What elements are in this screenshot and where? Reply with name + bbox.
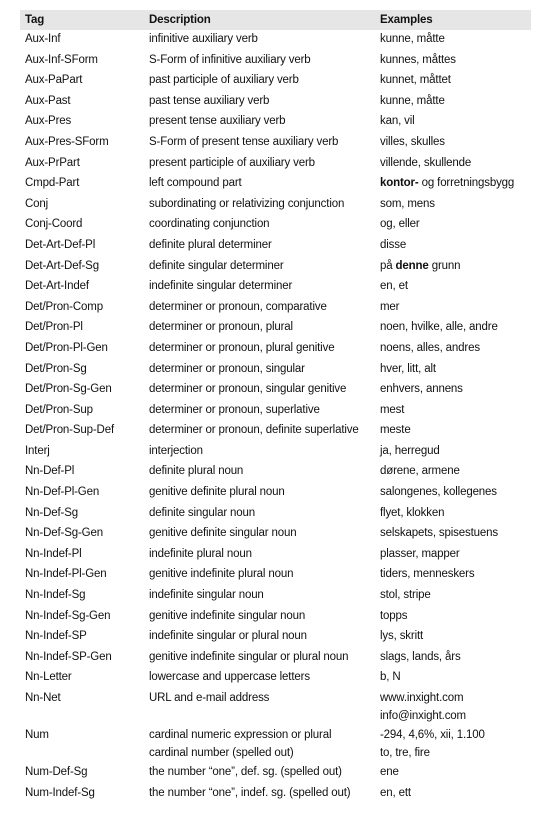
examples-cell xyxy=(375,689,531,726)
table-row xyxy=(20,401,531,422)
tag-cell: Nn-Def-Pl xyxy=(25,465,75,478)
tag-cell: Aux-Inf xyxy=(25,33,61,45)
description-line: indefinite singular determiner xyxy=(149,280,293,293)
tag-cell: Det/Pron-Pl-Gen xyxy=(25,341,108,354)
tag-cell: Num-Indef-Sg xyxy=(25,786,95,799)
table-row xyxy=(20,92,531,113)
description-cell xyxy=(144,298,375,319)
examples-cell xyxy=(375,195,531,216)
examples-cell xyxy=(375,380,531,401)
description-line: the number “one”, indef. sg. (spelled out) xyxy=(149,786,351,799)
description-cell xyxy=(144,277,375,298)
tag-cell: Nn-Letter xyxy=(25,671,72,684)
description-cell xyxy=(144,174,375,195)
tag-cell: Nn-Indef-Pl-Gen xyxy=(25,568,107,581)
description-cell xyxy=(144,565,375,586)
table-row xyxy=(20,524,531,545)
example-line: to, tre, fire xyxy=(380,747,430,759)
example-line: noen, hvilke, alle, andre xyxy=(380,321,498,334)
table-row xyxy=(20,360,531,381)
description-cell xyxy=(144,421,375,442)
description-cell xyxy=(144,360,375,381)
examples-cell xyxy=(375,504,531,525)
description-line: definite plural determiner xyxy=(149,238,272,251)
example-line: kunnes, måttes xyxy=(380,53,456,66)
table-row xyxy=(20,380,531,401)
header-description: Description xyxy=(149,14,211,26)
table-row xyxy=(20,112,531,133)
description-cell xyxy=(144,133,375,154)
description-line: interjection xyxy=(149,444,203,457)
description-line: determiner or pronoun, singular xyxy=(149,362,305,375)
tag-cell: Det/Pron-Sg-Gen xyxy=(25,383,112,396)
example-line: topps xyxy=(380,609,408,622)
example-line: tiders, menneskers xyxy=(380,568,475,581)
header-row xyxy=(20,10,531,30)
description-line: S-Form of present tense auxiliary verb xyxy=(149,135,339,148)
example-line: www.inxight.com xyxy=(380,692,464,704)
table-row xyxy=(20,504,531,525)
description-cell xyxy=(144,726,375,763)
description-cell xyxy=(144,401,375,422)
tag-cell: Nn-Def-Sg-Gen xyxy=(25,527,103,540)
table-row xyxy=(20,298,531,319)
tag-cell: Nn-Net xyxy=(25,692,61,704)
example-emphasis: kontor- xyxy=(380,177,419,190)
description-cell xyxy=(144,92,375,113)
examples-cell xyxy=(375,784,531,805)
tag-cell: Det-Art-Indef xyxy=(25,280,89,293)
description-line: lowercase and uppercase letters xyxy=(149,671,310,684)
examples-cell xyxy=(375,401,531,422)
examples-cell xyxy=(375,92,531,113)
table-row xyxy=(20,421,531,442)
description-line: definite singular noun xyxy=(149,506,256,519)
example-line: info@inxight.com xyxy=(380,710,466,722)
examples-cell xyxy=(375,174,531,195)
description-line: past tense auxiliary verb xyxy=(149,94,270,107)
table-row xyxy=(20,30,531,51)
description-line: determiner or pronoun, plural genitive xyxy=(149,341,335,354)
tag-cell: Interj xyxy=(25,444,50,457)
description-cell xyxy=(144,318,375,339)
example-line: flyet, klokken xyxy=(380,506,445,519)
tag-cell: Nn-Def-Sg xyxy=(25,506,78,519)
table-row xyxy=(20,51,531,72)
description-cell xyxy=(144,524,375,545)
table-row xyxy=(20,339,531,360)
example-line: meste xyxy=(380,424,411,437)
header-tag: Tag xyxy=(25,14,45,26)
table-row xyxy=(20,586,531,607)
table-row xyxy=(20,71,531,92)
example-text: og forretningsbygg xyxy=(418,177,515,190)
example-line: en, ett xyxy=(380,786,411,799)
tag-cell: Nn-Indef-SP xyxy=(25,630,87,643)
description-line: genitive indefinite singular noun xyxy=(149,609,306,622)
example-line: disse xyxy=(380,238,407,251)
examples-cell xyxy=(375,318,531,339)
examples-cell xyxy=(375,726,531,763)
tag-cell: Aux-Pres xyxy=(25,115,72,128)
description-cell xyxy=(144,257,375,278)
examples-cell xyxy=(375,257,531,278)
example-line: ene xyxy=(380,766,399,778)
examples-cell xyxy=(375,421,531,442)
description-line: genitive indefinite plural noun xyxy=(149,568,294,581)
tag-cell: Det/Pron-Sup-Def xyxy=(25,424,114,437)
tag-table xyxy=(20,10,531,804)
table-row xyxy=(20,277,531,298)
tag-cell: Conj xyxy=(25,197,49,210)
table-row xyxy=(20,483,531,504)
description-line: cardinal number (spelled out) xyxy=(149,747,294,759)
description-line: definite singular determiner xyxy=(149,259,284,272)
examples-cell xyxy=(375,763,531,784)
examples-cell xyxy=(375,545,531,566)
table-row xyxy=(20,442,531,463)
description-cell xyxy=(144,195,375,216)
example-line: enhvers, annens xyxy=(380,383,463,396)
example-line: mest xyxy=(380,403,405,416)
description-line: genitive definite plural noun xyxy=(149,486,285,499)
table-row xyxy=(20,462,531,483)
description-cell xyxy=(144,689,375,726)
tag-cell: Det/Pron-Sup xyxy=(25,403,93,416)
description-line: determiner or pronoun, superlative xyxy=(149,403,320,416)
examples-cell xyxy=(375,586,531,607)
table-row xyxy=(20,154,531,175)
description-line: indefinite singular or plural noun xyxy=(149,630,307,643)
tag-cell: Cmpd-Part xyxy=(25,177,80,190)
examples-cell xyxy=(375,133,531,154)
description-cell xyxy=(144,545,375,566)
example-line: ja, herregud xyxy=(380,444,440,457)
tag-cell: Aux-PaPart xyxy=(25,74,83,87)
examples-cell xyxy=(375,360,531,381)
description-line: infinitive auxiliary verb xyxy=(149,33,258,45)
tag-cell: Nn-Indef-Sg-Gen xyxy=(25,609,111,622)
description-line: cardinal numeric expression or plural xyxy=(149,729,332,741)
tag-cell: Aux-Pres-SForm xyxy=(25,135,109,148)
table-row xyxy=(20,236,531,257)
description-line: definite plural noun xyxy=(149,465,244,478)
description-line: URL and e-mail address xyxy=(149,692,270,704)
examples-cell xyxy=(375,154,531,175)
tag-cell: Num-Def-Sg xyxy=(25,766,88,778)
tag-cell: Nn-Indef-Pl xyxy=(25,547,82,560)
description-cell xyxy=(144,763,375,784)
example-line: kunne, måtte xyxy=(380,33,445,45)
example-line: mer xyxy=(380,300,400,313)
tag-cell: Nn-Indef-SP-Gen xyxy=(25,650,112,663)
table-row xyxy=(20,565,531,586)
description-cell xyxy=(144,154,375,175)
examples-cell xyxy=(375,607,531,628)
example-line: og, eller xyxy=(380,218,420,231)
description-line: the number “one”, def. sg. (spelled out) xyxy=(149,766,342,778)
description-line: determiner or pronoun, plural xyxy=(149,321,293,334)
description-line: indefinite singular noun xyxy=(149,589,264,602)
header-examples: Examples xyxy=(380,14,433,26)
example-line: kan, vil xyxy=(380,115,415,128)
examples-cell xyxy=(375,51,531,72)
description-cell xyxy=(144,380,375,401)
description-cell xyxy=(144,442,375,463)
examples-cell xyxy=(375,298,531,319)
examples-cell xyxy=(375,627,531,648)
examples-cell xyxy=(375,71,531,92)
description-line: present participle of auxiliary verb xyxy=(149,156,315,169)
description-cell xyxy=(144,586,375,607)
example-line: kunnet, måttet xyxy=(380,74,451,87)
table-row xyxy=(20,195,531,216)
examples-cell xyxy=(375,442,531,463)
examples-cell xyxy=(375,524,531,545)
tag-cell: Aux-Inf-SForm xyxy=(25,53,98,66)
description-line: coordinating conjunction xyxy=(149,218,270,231)
description-line: left compound part xyxy=(149,177,242,190)
description-line: genitive definite singular noun xyxy=(149,527,297,540)
examples-cell xyxy=(375,483,531,504)
table-row xyxy=(20,763,531,784)
table-row xyxy=(20,545,531,566)
description-line: present tense auxiliary verb xyxy=(149,115,286,128)
example-text: grunn xyxy=(428,259,461,272)
table-row xyxy=(20,215,531,236)
table-row xyxy=(20,784,531,805)
description-line: determiner or pronoun, singular genitive xyxy=(149,383,347,396)
example-line: plasser, mapper xyxy=(380,547,460,560)
example-line: en, et xyxy=(380,280,408,293)
description-cell xyxy=(144,339,375,360)
examples-cell xyxy=(375,668,531,689)
examples-cell xyxy=(375,339,531,360)
description-cell xyxy=(144,504,375,525)
tag-cell: Det/Pron-Sg xyxy=(25,362,87,375)
description-line: S-Form of infinitive auxiliary verb xyxy=(149,53,311,66)
description-cell xyxy=(144,215,375,236)
tag-cell: Nn-Indef-Sg xyxy=(25,589,86,602)
description-cell xyxy=(144,71,375,92)
tag-cell: Aux-Past xyxy=(25,94,71,107)
examples-cell xyxy=(375,215,531,236)
table-row xyxy=(20,257,531,278)
table-row xyxy=(20,668,531,689)
tag-cell: Nn-Def-Pl-Gen xyxy=(25,486,100,499)
example-line: dørene, armene xyxy=(380,465,460,478)
table-row xyxy=(20,318,531,339)
example-line: salongenes, kollegenes xyxy=(380,486,497,499)
description-cell xyxy=(144,648,375,669)
tag-cell: Det/Pron-Comp xyxy=(25,300,103,313)
examples-cell xyxy=(375,648,531,669)
example-line: villes, skulles xyxy=(380,135,445,148)
example-line: b, N xyxy=(380,671,401,684)
description-cell xyxy=(144,51,375,72)
description-line: genitive indefinite singular or plural noun xyxy=(149,650,349,663)
examples-cell xyxy=(375,462,531,483)
table-row xyxy=(20,174,531,195)
table-row xyxy=(20,726,531,763)
tag-cell: Det-Art-Def-Pl xyxy=(25,238,96,251)
description-line: indefinite plural noun xyxy=(149,547,252,560)
table-row xyxy=(20,133,531,154)
examples-cell xyxy=(375,565,531,586)
tag-cell: Num xyxy=(25,729,49,741)
example-line: som, mens xyxy=(380,197,435,210)
description-line: subordinating or relativizing conjunction xyxy=(149,197,345,210)
examples-cell xyxy=(375,236,531,257)
tag-cell: Conj-Coord xyxy=(25,218,83,231)
example-emphasis: denne xyxy=(395,259,429,272)
description-cell xyxy=(144,462,375,483)
tag-cell: Det/Pron-Pl xyxy=(25,321,83,334)
example-text: på xyxy=(380,259,396,272)
table-row xyxy=(20,648,531,669)
description-cell xyxy=(144,784,375,805)
table-row xyxy=(20,689,531,726)
example-line: slags, lands, års xyxy=(380,650,461,663)
example-line: noens, alles, andres xyxy=(380,341,480,354)
description-cell xyxy=(144,627,375,648)
example-line: selskapets, spisestuens xyxy=(380,527,499,540)
example-line: lys, skritt xyxy=(380,630,424,643)
description-cell xyxy=(144,483,375,504)
table-body xyxy=(20,30,531,804)
description-cell xyxy=(144,112,375,133)
example-line: -294, 4,6%, xii, 1.100 xyxy=(380,729,485,741)
example-line: kunne, måtte xyxy=(380,94,445,107)
table-row xyxy=(20,627,531,648)
table-row xyxy=(20,607,531,628)
example-line: villende, skullende xyxy=(380,156,472,169)
description-line: determiner or pronoun, comparative xyxy=(149,300,327,313)
examples-cell xyxy=(375,112,531,133)
example-line: stol, stripe xyxy=(380,589,431,602)
examples-cell xyxy=(375,30,531,51)
example-line: hver, litt, alt xyxy=(380,362,436,375)
tag-cell: Det-Art-Def-Sg xyxy=(25,259,99,272)
description-line: past participle of auxiliary verb xyxy=(149,74,299,87)
description-line: determiner or pronoun, definite superlative xyxy=(149,424,359,437)
description-cell xyxy=(144,30,375,51)
description-cell xyxy=(144,668,375,689)
examples-cell xyxy=(375,277,531,298)
tag-cell: Aux-PrPart xyxy=(25,156,80,169)
description-cell xyxy=(144,236,375,257)
description-cell xyxy=(144,607,375,628)
